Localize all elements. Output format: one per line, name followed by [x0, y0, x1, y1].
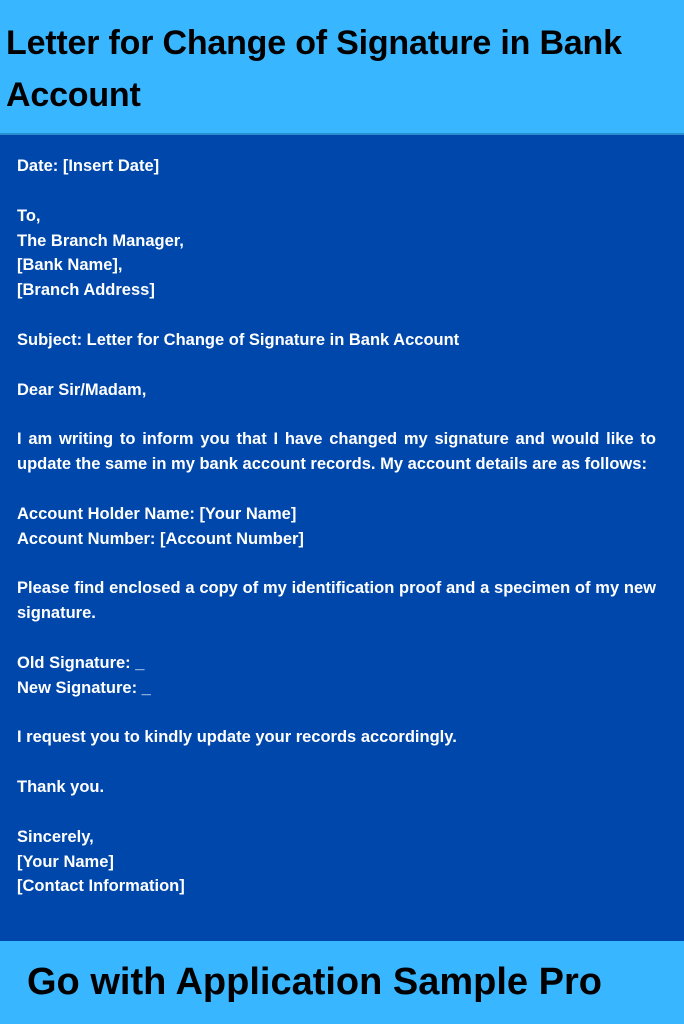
address-line: [Bank Name],: [17, 256, 123, 275]
letter-request: I request you to kindly update your records accordingly.: [17, 728, 457, 747]
address-line: To,: [17, 206, 41, 225]
letter-thanks: Thank you.: [17, 778, 105, 797]
closing-line: [Your Name]: [17, 852, 114, 871]
letter-closing: [17, 825, 656, 900]
header-divider: [0, 133, 684, 135]
letter-subject: Subject: Letter for Change of Signature in Bank Account: [17, 330, 460, 349]
signature-fields: [17, 651, 656, 701]
address-line: The Branch Manager,: [17, 231, 184, 250]
closing-line: [Contact Information]: [17, 877, 185, 896]
letter-salutation: Dear Sir/Madam,: [17, 380, 147, 399]
account-detail-line: Account Holder Name: [Your Name]: [17, 504, 297, 523]
letter-body: [17, 154, 656, 899]
letter-enclosure: Please find enclosed a copy of my identification proof and a specimen of my new signature.: [17, 579, 656, 623]
page-title: Letter for Change of Signature in Bank Account: [6, 24, 622, 114]
closing-line: Sincerely,: [17, 827, 94, 846]
recipient-address: [17, 204, 656, 303]
account-details: [17, 502, 656, 552]
letter-intro: I am writing to inform you that I have changed my signature and would like to update the same in my bank account records. My account details are as follows:: [17, 430, 656, 474]
account-detail-line: Account Number: [Account Number]: [17, 529, 304, 548]
page-header: [0, 0, 684, 133]
letter-date: Date: [Insert Date]: [17, 157, 160, 175]
page-footer: [0, 941, 684, 1024]
address-line: [Branch Address]: [17, 281, 155, 300]
new-signature-line: New Signature: _: [17, 678, 151, 697]
old-signature-line: Old Signature: _: [17, 653, 145, 672]
footer-brand: Go with Application Sample Pro: [27, 961, 602, 1003]
